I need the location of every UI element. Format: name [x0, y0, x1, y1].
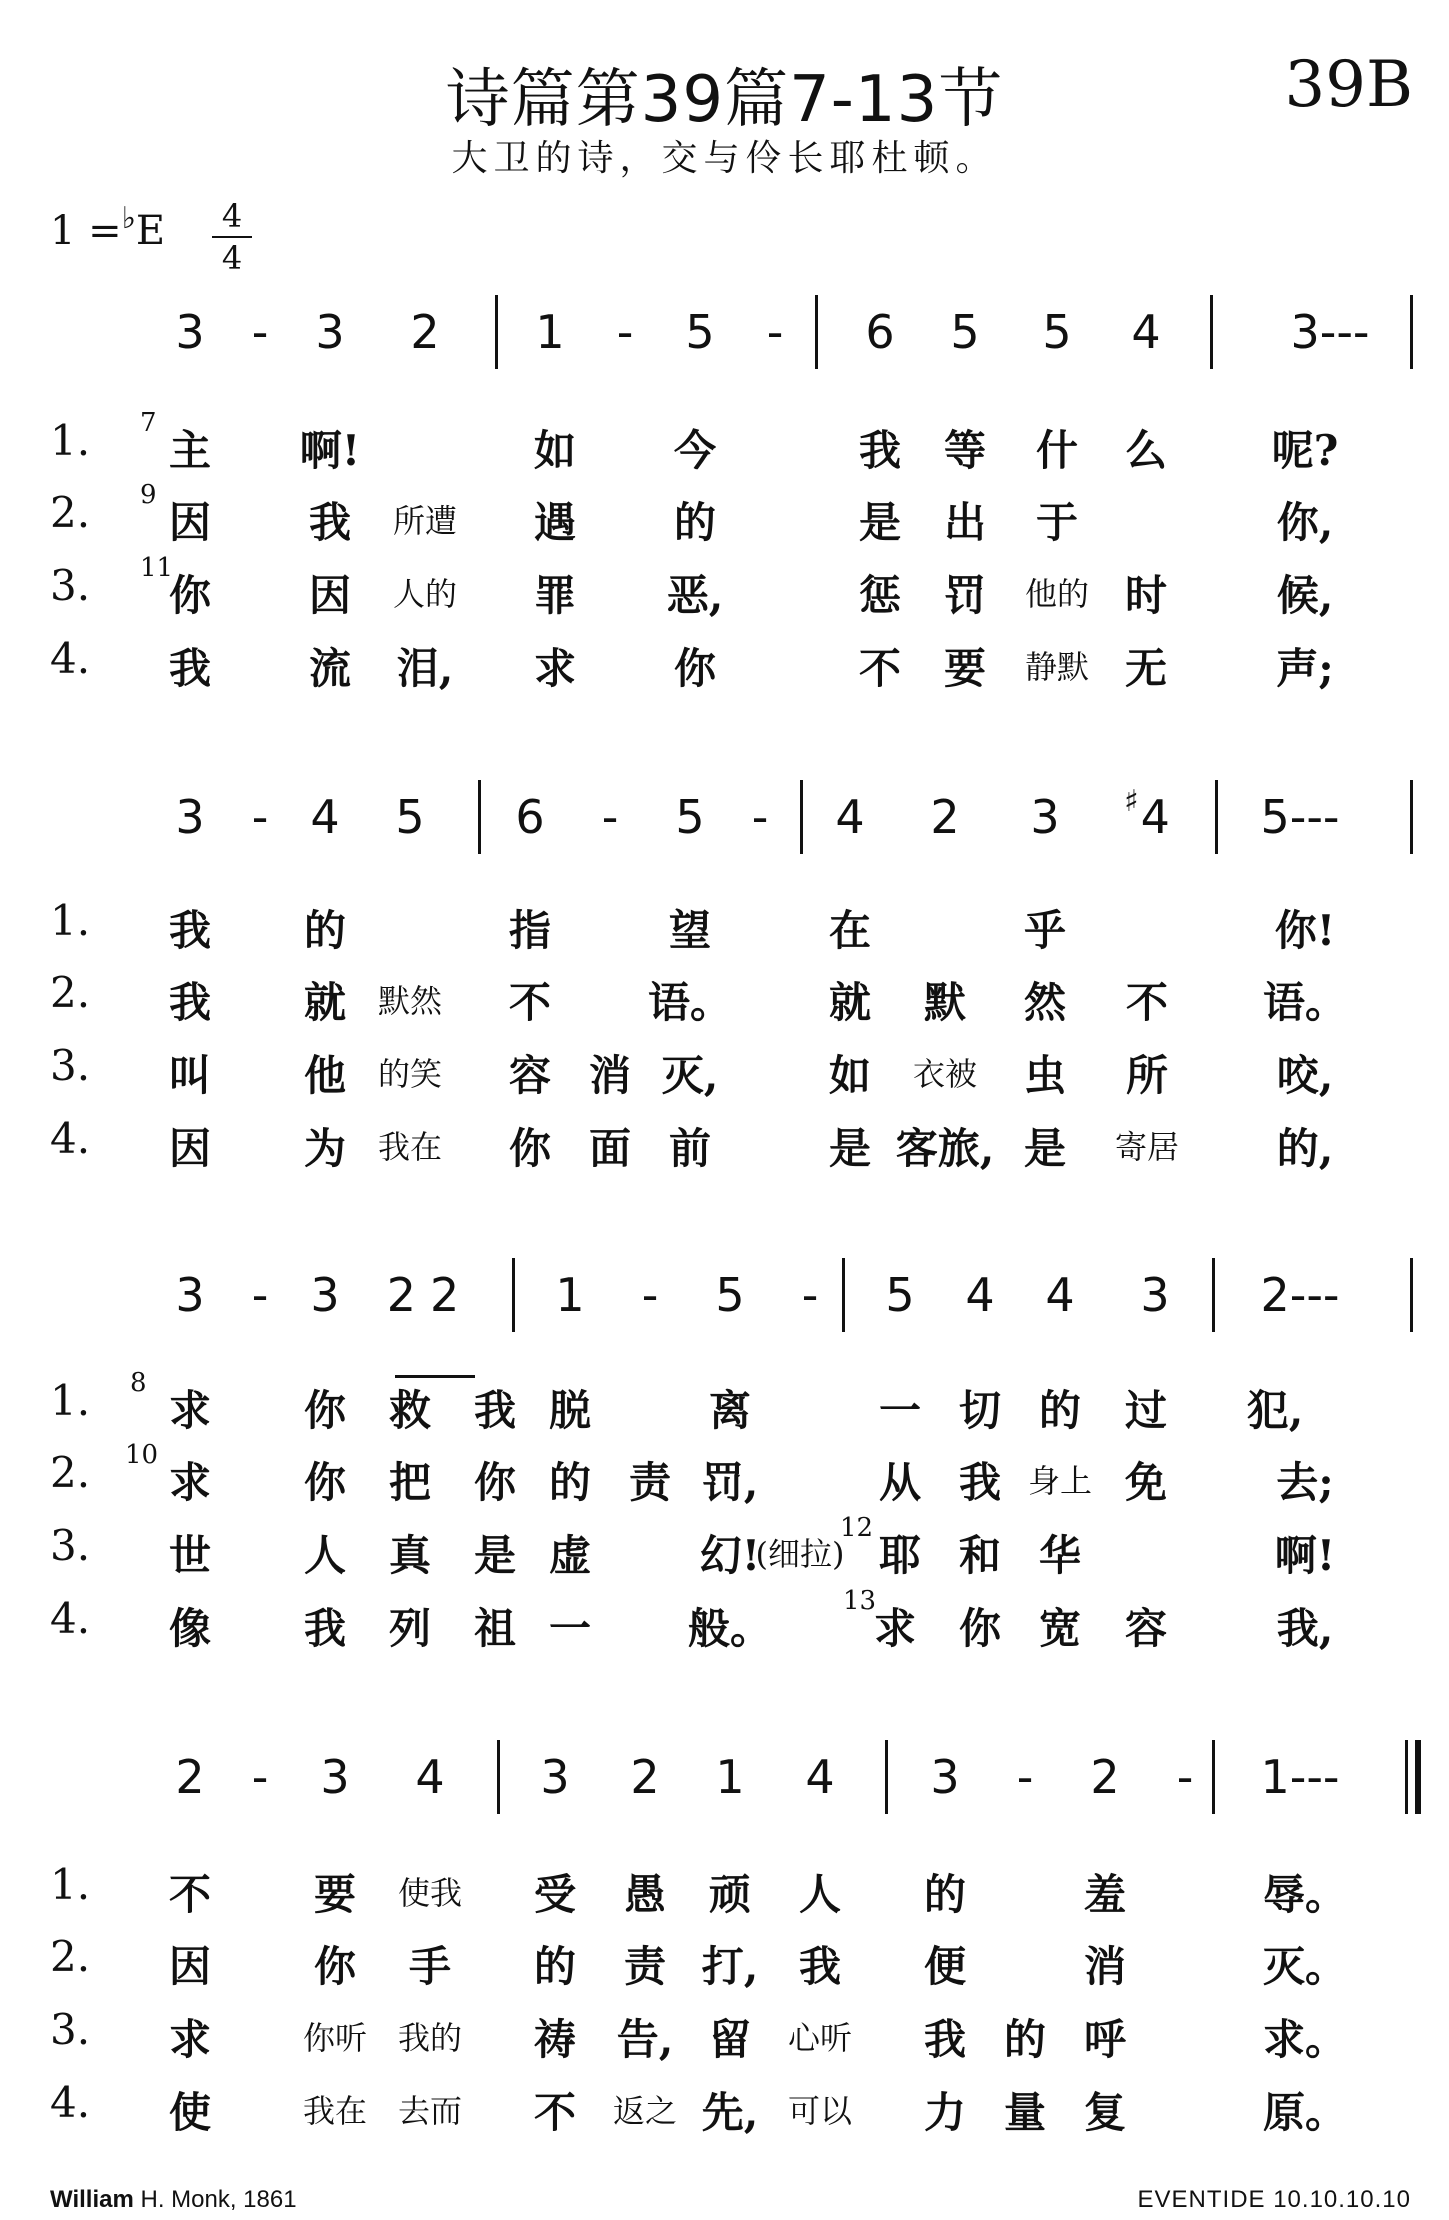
- lyric-syllable: 的笑: [377, 1055, 443, 1093]
- lyric-syllable: 咬,: [1276, 1051, 1334, 1100]
- lyric-syllable: 呢?: [1271, 426, 1339, 475]
- lyric-syllable: 犯,: [1246, 1386, 1304, 1435]
- time-top: 4: [221, 197, 243, 235]
- bar-line: [800, 780, 803, 854]
- lyric-syllable: 你: [303, 1386, 347, 1435]
- lyric-syllable: 的: [1038, 1386, 1082, 1435]
- lyric-syllable: 人: [303, 1531, 347, 1580]
- key-note: E: [135, 208, 166, 254]
- note: 2: [410, 305, 440, 359]
- bar-line: [495, 295, 498, 369]
- lyric-syllable: 因: [308, 571, 352, 620]
- note: -: [801, 1268, 819, 1322]
- lyric-syllable: 泪,: [396, 644, 454, 693]
- time-bottom: 4: [221, 239, 243, 277]
- lyric-syllable: 所遭: [392, 502, 458, 540]
- lyric-syllable: 量: [1003, 2088, 1047, 2137]
- final-bar-line: [1415, 1740, 1421, 1814]
- lyric-syllable: 灭。: [1262, 1942, 1348, 1991]
- note: 2: [1090, 1750, 1120, 1804]
- lyric-syllable: 语。: [1262, 978, 1348, 1027]
- lyric-syllable: 就: [303, 978, 347, 1027]
- lyric-syllable: 你听: [302, 2019, 368, 2057]
- lyric-syllable: 祷: [533, 2015, 577, 2064]
- lyric-syllable: 就: [828, 978, 872, 1027]
- lyric-syllable: 罚: [943, 571, 987, 620]
- note: -: [251, 790, 269, 844]
- page-title: 诗篇第39篇7-13节: [445, 63, 1004, 137]
- note: 4: [835, 790, 865, 844]
- lyric-syllable: 去;: [1276, 1458, 1334, 1507]
- lyric-syllable: 罚,: [701, 1458, 759, 1507]
- time-signature: [212, 198, 252, 276]
- lyric-syllable: 惩: [858, 571, 902, 620]
- lyric-syllable: 他的: [1024, 575, 1090, 613]
- verse-reference: 9: [140, 480, 157, 510]
- lyric-syllable: 我在: [302, 2092, 368, 2130]
- lyric-syllable: 身上: [1027, 1462, 1093, 1500]
- lyric-syllable: 你: [473, 1458, 517, 1507]
- bar-line: [1212, 1740, 1215, 1814]
- lyric-syllable: 无: [1124, 644, 1168, 693]
- note: 3---: [1290, 305, 1370, 359]
- note: 5: [950, 305, 980, 359]
- verse-number: 1.: [50, 896, 91, 945]
- note: 4: [415, 1750, 445, 1804]
- lyric-syllable: 的,: [1276, 1124, 1334, 1173]
- lyric-syllable: 你: [313, 1942, 357, 1991]
- lyric-syllable: 你: [958, 1604, 1002, 1653]
- note: 5: [395, 790, 425, 844]
- lyric-syllable: 呼: [1083, 2015, 1127, 2064]
- note: -: [251, 1750, 269, 1804]
- note: 5: [1042, 305, 1072, 359]
- verse-number: 4.: [50, 1114, 91, 1163]
- verse-number: 2.: [50, 1448, 91, 1497]
- lyric-syllable: 原。: [1262, 2088, 1348, 2137]
- lyric-syllable: 愚: [623, 1870, 667, 1919]
- note: 4: [1045, 1268, 1075, 1322]
- flat-sign: ♭: [121, 201, 136, 236]
- lyric-syllable: 求: [873, 1604, 917, 1653]
- lyric-syllable: 出: [943, 498, 987, 547]
- lyric-syllable: 因: [168, 1124, 212, 1173]
- lyric-syllable: 返之: [612, 2092, 678, 2130]
- verse-reference: 11: [140, 553, 174, 583]
- note: 3: [175, 790, 205, 844]
- lyric-syllable: 消: [588, 1051, 632, 1100]
- lyric-syllable: 么: [1124, 426, 1168, 475]
- lyric-syllable: 于: [1035, 498, 1079, 547]
- note: 2: [930, 790, 960, 844]
- lyric-syllable: 如: [533, 426, 577, 475]
- lyric-syllable: 过: [1124, 1386, 1168, 1435]
- lyric-syllable: 你: [303, 1458, 347, 1507]
- verse-number: 3.: [50, 2005, 91, 2054]
- note: 3: [310, 1268, 340, 1322]
- note: 4: [1131, 305, 1161, 359]
- note: 1: [535, 305, 565, 359]
- lyric-syllable: 宽: [1038, 1604, 1082, 1653]
- lyric-syllable: 寄居: [1114, 1128, 1180, 1166]
- lyric-syllable: 的: [533, 1942, 577, 1991]
- lyric-syllable: 世: [168, 1531, 212, 1580]
- bar-line: [1215, 780, 1218, 854]
- verse-number: 4.: [50, 1594, 91, 1643]
- lyric-syllable: 责: [628, 1458, 672, 1507]
- lyric-syllable: 我: [923, 2015, 967, 2064]
- sharp-sign: ♯: [1124, 784, 1139, 819]
- note: 6: [515, 790, 545, 844]
- lyric-syllable: 语。: [647, 978, 733, 1027]
- verse-number: 1.: [50, 416, 91, 465]
- lyric-syllable: 他: [303, 1051, 347, 1100]
- lyric-syllable: 容: [1124, 1604, 1168, 1653]
- lyric-syllable: 虚: [548, 1531, 592, 1580]
- verse-number: 4.: [50, 2078, 91, 2127]
- composer-credit: [50, 2186, 297, 2214]
- lyric-syllable: 要: [313, 1870, 357, 1919]
- lyric-syllable: 我: [303, 1604, 347, 1653]
- bar-line: [1410, 780, 1413, 854]
- note: 1---: [1260, 1750, 1340, 1804]
- lyric-syllable: (细拉): [755, 1535, 845, 1573]
- lyric-syllable: 和: [958, 1531, 1002, 1580]
- lyric-syllable: 我: [798, 1942, 842, 1991]
- lyric-syllable: 我: [168, 978, 212, 1027]
- note: 3: [315, 305, 345, 359]
- verse-number: 4.: [50, 634, 91, 683]
- lyric-syllable: 的: [673, 498, 717, 547]
- verse-number: 3.: [50, 1521, 91, 1570]
- lyric-syllable: 可以: [787, 2092, 853, 2130]
- bar-line: [885, 1740, 888, 1814]
- lyric-syllable: 是: [473, 1531, 517, 1580]
- verse-number: 1.: [50, 1860, 91, 1909]
- note: 3: [1030, 790, 1060, 844]
- note: -: [751, 790, 769, 844]
- composer-rest: H. Monk, 1861: [133, 2186, 297, 2213]
- lyric-syllable: 使: [168, 2088, 212, 2137]
- lyric-syllable: 我: [308, 498, 352, 547]
- lyric-syllable: 救: [388, 1386, 432, 1435]
- lyric-syllable: 受: [533, 1870, 577, 1919]
- lyric-syllable: 求: [533, 644, 577, 693]
- verse-reference: 8: [130, 1368, 147, 1398]
- note: -: [251, 1268, 269, 1322]
- note: 5: [675, 790, 705, 844]
- note: 3: [175, 1268, 205, 1322]
- note: 1: [555, 1268, 585, 1322]
- lyric-syllable: 求: [168, 2015, 212, 2064]
- lyric-syllable: 默然: [377, 982, 443, 1020]
- lyric-syllable: 像: [168, 1604, 212, 1653]
- lyric-syllable: 羞: [1083, 1870, 1127, 1919]
- lyric-syllable: 今: [673, 426, 717, 475]
- lyric-syllable: 客旅,: [895, 1124, 995, 1173]
- note: 4: [310, 790, 340, 844]
- lyric-syllable: 你,: [1276, 498, 1334, 547]
- lyric-syllable: 指: [508, 906, 552, 955]
- lyric-syllable: 的: [923, 1870, 967, 1919]
- lyric-syllable: 望: [668, 906, 712, 955]
- note: -: [641, 1268, 659, 1322]
- lyric-syllable: 列: [388, 1604, 432, 1653]
- note: 3: [930, 1750, 960, 1804]
- lyric-syllable: 啊!: [299, 426, 361, 475]
- lyric-syllable: 复: [1083, 2088, 1127, 2137]
- lyric-syllable: 免: [1124, 1458, 1168, 1507]
- lyric-syllable: 不: [168, 1870, 212, 1919]
- lyric-syllable: 为: [303, 1124, 347, 1173]
- lyric-syllable: 默: [923, 978, 967, 1027]
- lyric-syllable: 顽: [708, 1870, 752, 1919]
- lyric-syllable: 求: [168, 1458, 212, 1507]
- lyric-syllable: 静默: [1024, 648, 1090, 686]
- lyric-syllable: 恶,: [666, 571, 724, 620]
- lyric-syllable: 叫: [168, 1051, 212, 1100]
- lyric-syllable: 声;: [1276, 644, 1334, 693]
- note: 3: [175, 305, 205, 359]
- bar-line: [497, 1740, 500, 1814]
- verse-number: 2.: [50, 488, 91, 537]
- lyric-syllable: 要: [943, 644, 987, 693]
- lyric-syllable: 前: [668, 1124, 712, 1173]
- lyric-syllable: 灭,: [661, 1051, 719, 1100]
- lyric-syllable: 先,: [701, 2088, 759, 2137]
- lyric-syllable: 离: [708, 1386, 752, 1435]
- lyric-syllable: 一: [548, 1604, 592, 1653]
- lyric-syllable: 虫: [1023, 1051, 1067, 1100]
- note: 5: [885, 1268, 915, 1322]
- lyric-syllable: 我在: [377, 1128, 443, 1166]
- key-prefix: 1 =: [50, 208, 122, 254]
- note: -: [601, 790, 619, 844]
- lyric-syllable: 求: [168, 1386, 212, 1435]
- note: 5---: [1260, 790, 1340, 844]
- verse-reference: 13: [843, 1586, 877, 1616]
- lyric-syllable: 我: [168, 644, 212, 693]
- lyric-syllable: 是: [1023, 1124, 1067, 1173]
- lyric-syllable: 手: [408, 1942, 452, 1991]
- bar-line: [512, 1258, 515, 1332]
- lyric-syllable: 时: [1124, 571, 1168, 620]
- note: 2---: [1260, 1268, 1340, 1322]
- lyric-syllable: 人的: [392, 575, 458, 613]
- lyric-syllable: 一: [878, 1386, 922, 1435]
- lyric-syllable: 所: [1125, 1051, 1169, 1100]
- lyric-syllable: 主: [168, 426, 212, 475]
- verse-number: 3.: [50, 1041, 91, 1090]
- hymn-number: 39B: [1284, 48, 1413, 122]
- lyric-syllable: 你: [508, 1124, 552, 1173]
- lyric-syllable: 不: [508, 978, 552, 1027]
- note: 1: [715, 1750, 745, 1804]
- verse-number: 3.: [50, 561, 91, 610]
- lyric-syllable: 脱: [548, 1386, 592, 1435]
- lyric-syllable: 你: [168, 571, 212, 620]
- lyric-syllable: 我: [473, 1386, 517, 1435]
- lyric-syllable: 啊!: [1274, 1531, 1336, 1580]
- lyric-syllable: 然: [1023, 978, 1067, 1027]
- lyric-syllable: 责: [623, 1942, 667, 1991]
- lyric-syllable: 人: [798, 1870, 842, 1919]
- lyric-syllable: 罪: [533, 571, 577, 620]
- lyric-syllable: 我: [958, 1458, 1002, 1507]
- lyric-syllable: 华: [1038, 1531, 1082, 1580]
- tune-name: EVENTIDE 10.10.10.10: [1137, 2186, 1411, 2213]
- lyric-syllable: 流: [308, 644, 352, 693]
- verse-number: 2.: [50, 1932, 91, 1981]
- lyric-syllable: 便: [923, 1942, 967, 1991]
- verse-reference: 12: [840, 1513, 874, 1543]
- note-value: 4: [1140, 790, 1170, 844]
- lyric-syllable: 的: [548, 1458, 592, 1507]
- lyric-syllable: 你: [673, 644, 717, 693]
- lyric-syllable: 乎: [1023, 906, 1067, 955]
- lyric-syllable: 使我: [397, 1874, 463, 1912]
- subtitle: 大卫的诗，交与伶长耶杜顿。: [451, 138, 998, 179]
- lyric-syllable: 候,: [1276, 571, 1334, 620]
- bar-line: [815, 295, 818, 369]
- lyric-syllable: 从: [878, 1458, 922, 1507]
- note: 5: [685, 305, 715, 359]
- lyric-syllable: 如: [828, 1051, 872, 1100]
- composer-first-name: William: [50, 2186, 134, 2213]
- bar-line: [842, 1258, 845, 1332]
- lyric-syllable: 幻!: [699, 1531, 761, 1580]
- note: -: [766, 305, 784, 359]
- bar-line: [1405, 1740, 1408, 1814]
- note: 2: [175, 1750, 205, 1804]
- lyric-syllable: 消: [1083, 1942, 1127, 1991]
- lyric-syllable: 的: [303, 906, 347, 955]
- lyric-syllable: 力: [923, 2088, 967, 2137]
- note: -: [1176, 1750, 1194, 1804]
- note: -: [616, 305, 634, 359]
- lyric-syllable: 的: [1003, 2015, 1047, 2064]
- lyric-syllable: 我: [168, 906, 212, 955]
- lyric-syllable: 留: [708, 2015, 752, 2064]
- lyric-syllable: 切: [958, 1386, 1002, 1435]
- bar-line: [478, 780, 481, 854]
- key-signature: [50, 201, 166, 254]
- lyric-syllable: 容: [508, 1051, 552, 1100]
- lyric-syllable: 遇: [533, 498, 577, 547]
- lyric-syllable: 去而: [397, 2092, 463, 2130]
- verse-number: 1.: [50, 1376, 91, 1425]
- note: 4: [965, 1268, 995, 1322]
- lyric-syllable: 不: [1125, 978, 1169, 1027]
- lyric-syllable: 般。: [687, 1604, 773, 1653]
- lyric-syllable: 心听: [787, 2019, 853, 2057]
- note: 2: [630, 1750, 660, 1804]
- lyric-syllable: 祖: [473, 1604, 517, 1653]
- note: -: [1016, 1750, 1034, 1804]
- lyric-syllable: 面: [588, 1124, 632, 1173]
- lyric-syllable: 在: [828, 906, 872, 955]
- bar-line: [1212, 1258, 1215, 1332]
- verse-reference: 7: [140, 408, 157, 438]
- bar-line: [1210, 295, 1213, 369]
- lyric-syllable: 我,: [1276, 1604, 1334, 1653]
- lyric-syllable: 真: [388, 1531, 432, 1580]
- lyric-syllable: 是: [858, 498, 902, 547]
- lyric-syllable: 打,: [701, 1942, 759, 1991]
- lyric-syllable: 告,: [616, 2015, 674, 2064]
- note: -: [251, 305, 269, 359]
- lyric-syllable: 把: [388, 1458, 432, 1507]
- lyric-syllable: 等: [943, 426, 987, 475]
- note: [1124, 784, 1170, 844]
- lyric-syllable: 什: [1035, 426, 1079, 475]
- lyric-syllable: 耶: [878, 1531, 922, 1580]
- lyric-syllable: 不: [858, 644, 902, 693]
- verse-reference: 10: [125, 1440, 159, 1470]
- lyric-syllable: 我: [858, 426, 902, 475]
- lyric-syllable: 求。: [1262, 2015, 1348, 2064]
- note: 5: [715, 1268, 745, 1322]
- note: 22: [386, 1268, 474, 1322]
- bar-line: [1410, 295, 1413, 369]
- note: 3: [1140, 1268, 1170, 1322]
- lyric-syllable: 因: [168, 1942, 212, 1991]
- note: 4: [805, 1750, 835, 1804]
- lyric-syllable: 你!: [1274, 906, 1336, 955]
- lyric-syllable: 衣被: [912, 1055, 978, 1093]
- lyric-syllable: 辱。: [1262, 1870, 1348, 1919]
- lyric-syllable: 因: [168, 498, 212, 547]
- lyric-syllable: 不: [533, 2088, 577, 2137]
- note: 3: [320, 1750, 350, 1804]
- lyric-syllable: 是: [828, 1124, 872, 1173]
- verse-number: 2.: [50, 968, 91, 1017]
- note: 3: [540, 1750, 570, 1804]
- lyric-syllable: 我的: [397, 2019, 463, 2057]
- bar-line: [1410, 1258, 1413, 1332]
- note: 6: [865, 305, 895, 359]
